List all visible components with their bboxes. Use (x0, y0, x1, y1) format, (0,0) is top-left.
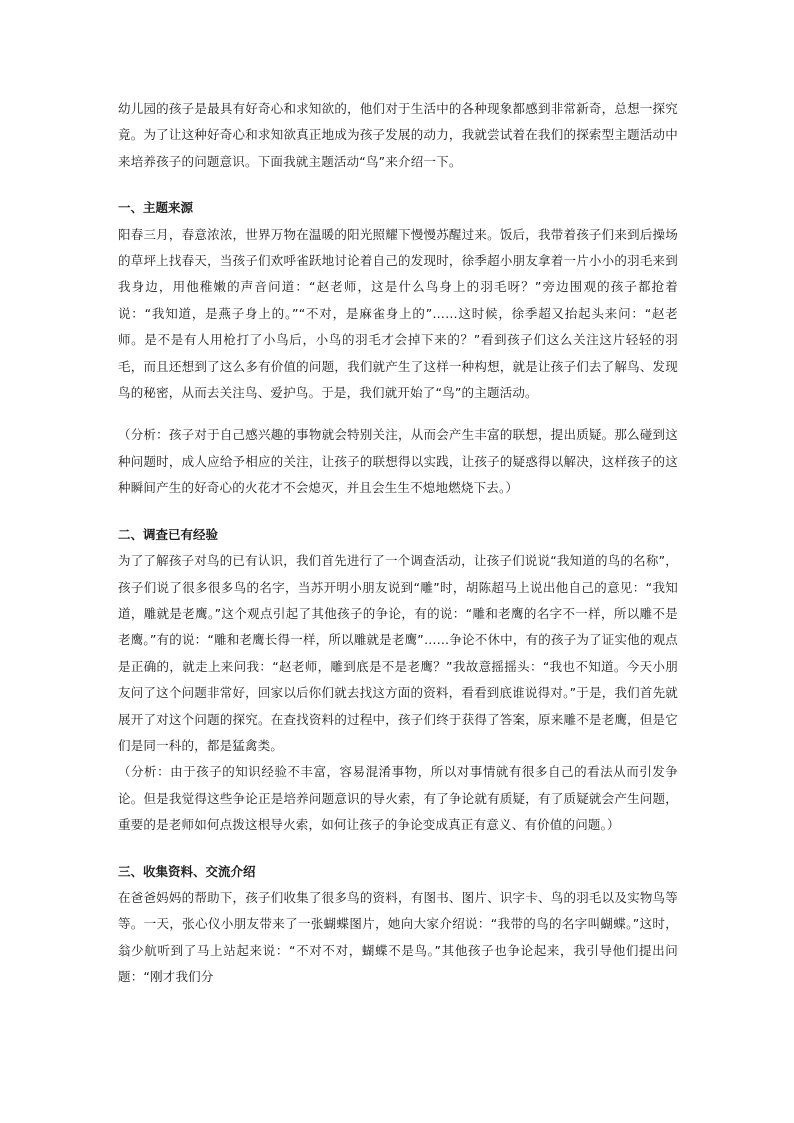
section-body-collect: 在爸爸妈妈的帮助下，孩子们收集了很多鸟的资料，有图书、图片、识字卡、鸟的羽毛以及实物鸟等等。一天，张心仪小朋友带来了一张蝴蝶图片，她向大家介绍说：“我带的鸟的名字叫蝴蝶。”这时，翁少航听到了马上站起来说：“不对不对，蝴蝶不是鸟。”其他孩子也争论起来，我引导他们提出问题：“刚才我们分 (118, 889, 678, 985)
section-heading-collect: 三、收集资料、交流介绍 (118, 863, 256, 879)
spacer (118, 175, 678, 195)
intro-paragraph: 幼儿园的孩子是最具有好奇心和求知欲的，他们对于生活中的各种现象都感到非常新奇，总想一探究竟。为了让这种好奇心和求知欲真正地成为孩子发展的动力，我就尝试着在我们的探索型主题活动中来培养孩子的问题意识。下面我就主题活动“鸟”来介绍一下。 (118, 101, 678, 169)
spacer (118, 839, 678, 859)
section-heading-topic-source: 一、主题来源 (118, 200, 194, 216)
spacer (118, 406, 678, 422)
analysis-paragraph-1: （分析：孩子对于自己感兴趣的事物就会特别关注，从而会产生丰富的联想，提出质疑。那么碰到这种问题时，成人应给予相应的关注，让孩子的联想得以实践，让孩子的疑惑得以解决，这样孩子的这种瞬间产生的好奇心的火花才不会熄灭，并且会生生不熄地燃烧下去。） (118, 427, 678, 496)
section-body-topic-source: 阳春三月，春意浓浓，世界万物在温暖的阳光照耀下慢慢苏醒过来。饭后，我带着孩子们来到后操场的草坪上找春天，当孩子们欢呼雀跃地讨论着自己的发现时，徐季超小朋友拿着一片小小的羽毛来到我身边，用他稚嫩的声音问道：“赵老师，这是什么鸟身上的羽毛呀？”旁边围观的孩子都抢着说：“我知道，是燕子身上的。”“不对，是麻雀身上的”……这时候，徐季超又抬起头来问：“赵老师。是不是有人用枪打了小鸟后，小鸟的羽毛才会掉下来的？”看到孩子们这么关注这片轻轻的羽毛，而且还想到了这么多有价值的问题，我们就产生了这样一种构想，就是让孩子们去了解鸟、发现鸟的秘密，从而去关注鸟、爱护鸟。于是，我们就开始了“鸟”的主题活动。 (118, 226, 678, 401)
spacer (118, 502, 678, 522)
section-body-survey: 为了了解孩子对鸟的已有认识，我们首先进行了一个调查活动，让孩子们说说“我知道的鸟的名称”，孩子们说了很多很多鸟的名字，当苏开明小朋友说到“雕”时，胡陈超马上说出他自己的意见：“我知道，雕就是老鹰。”这个观点引起了其他孩子的争论，有的说：“雕和老鹰的名字不一样，所以雕不是老鹰。”有的说：“雕和老鹰长得一样，所以雕就是老鹰”……争论不休中，有的孩子为了证实他的观点是正确的，就走上来问我：“赵老师，雕到底是不是老鹰？”我故意摇摇头：“我也不知道。今天小朋友问了这个问题非常好，回家以后你们就去找这方面的资料，看看到底谁说得对。”于是，我们首先就展开了对这个问题的探究。在查找资料的过程中，孩子们终于获得了答案，原来雕不是老鹰，但是它们是同一科的，都是猛禽类。 (118, 553, 678, 753)
document-page (118, 96, 678, 991)
section-heading-survey: 二、调查已有经验 (118, 526, 219, 542)
analysis-paragraph-2: （分析：由于孩子的知识经验不丰富，容易混淆事物，所以对事情就有很多自己的看法从而引发争论。但是我觉得这些争论正是培养问题意识的导火索，有了争论就有质疑，有了质疑就会产生问题，重要的是老师如何点拨这根导火索，如何让孩子的争论变成真正有意义、有价值的问题。） (118, 764, 678, 833)
